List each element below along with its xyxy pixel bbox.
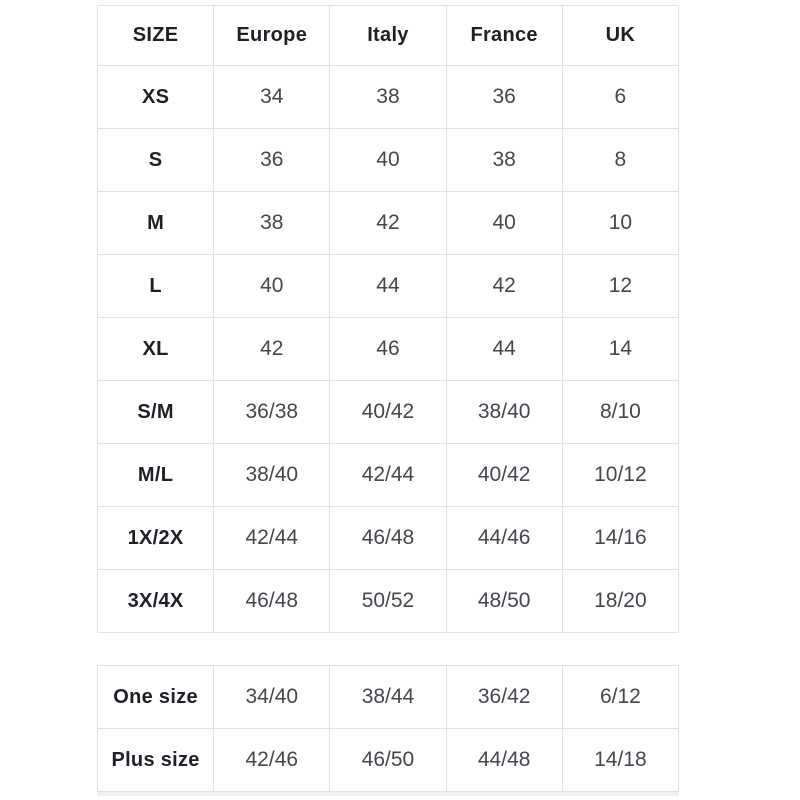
value-cell: 18/20 [562,570,678,633]
table-row [98,666,679,729]
value-cell: 38/40 [214,444,330,507]
value-cell: 40 [214,255,330,318]
value-cell: 14/18 [562,729,678,792]
value-cell: 36 [446,66,562,129]
size-label-cell: One size [98,666,214,729]
value-cell: 40/42 [330,381,446,444]
value-cell: 36/38 [214,381,330,444]
size-conversion-table-container [97,5,679,633]
size-label-cell: S [98,129,214,192]
value-cell: 14 [562,318,678,381]
value-cell: 6/12 [562,666,678,729]
size-label-cell: M/L [98,444,214,507]
table-row [98,507,679,570]
column-header-uk: UK [562,6,678,66]
table-bottom-shadow [97,792,679,796]
size-label-cell: XL [98,318,214,381]
size-conversion-table [97,5,679,633]
value-cell: 46 [330,318,446,381]
size-label-cell: Plus size [98,729,214,792]
value-cell: 44/48 [446,729,562,792]
value-cell: 42 [330,192,446,255]
special-sizes-table-container [97,665,679,792]
table-row [98,729,679,792]
value-cell: 8 [562,129,678,192]
value-cell: 46/48 [330,507,446,570]
value-cell: 44/46 [446,507,562,570]
column-header-france: France [446,6,562,66]
value-cell: 14/16 [562,507,678,570]
value-cell: 34 [214,66,330,129]
value-cell: 44 [446,318,562,381]
value-cell: 10/12 [562,444,678,507]
value-cell: 8/10 [562,381,678,444]
table-row [98,192,679,255]
size-label-cell: M [98,192,214,255]
size-label-cell: 1X/2X [98,507,214,570]
value-cell: 38/40 [446,381,562,444]
value-cell: 42 [214,318,330,381]
size-label-cell: XS [98,66,214,129]
value-cell: 42 [446,255,562,318]
table-row [98,381,679,444]
value-cell: 36 [214,129,330,192]
value-cell: 34/40 [214,666,330,729]
value-cell: 38/44 [330,666,446,729]
table-row [98,129,679,192]
column-header-italy: Italy [330,6,446,66]
header-row [98,6,679,66]
value-cell: 38 [330,66,446,129]
size-label-cell: L [98,255,214,318]
table-row [98,444,679,507]
value-cell: 50/52 [330,570,446,633]
value-cell: 36/42 [446,666,562,729]
table-row [98,570,679,633]
value-cell: 42/44 [214,507,330,570]
column-header-europe: Europe [214,6,330,66]
value-cell: 40 [330,129,446,192]
value-cell: 46/50 [330,729,446,792]
value-cell: 40/42 [446,444,562,507]
size-label-cell: S/M [98,381,214,444]
value-cell: 42/44 [330,444,446,507]
value-cell: 12 [562,255,678,318]
table-row [98,255,679,318]
value-cell: 48/50 [446,570,562,633]
value-cell: 42/46 [214,729,330,792]
special-sizes-table [97,665,679,792]
value-cell: 38 [214,192,330,255]
table-row [98,318,679,381]
value-cell: 38 [446,129,562,192]
value-cell: 6 [562,66,678,129]
value-cell: 40 [446,192,562,255]
column-header-size: SIZE [98,6,214,66]
value-cell: 46/48 [214,570,330,633]
value-cell: 10 [562,192,678,255]
size-label-cell: 3X/4X [98,570,214,633]
value-cell: 44 [330,255,446,318]
table-row [98,66,679,129]
